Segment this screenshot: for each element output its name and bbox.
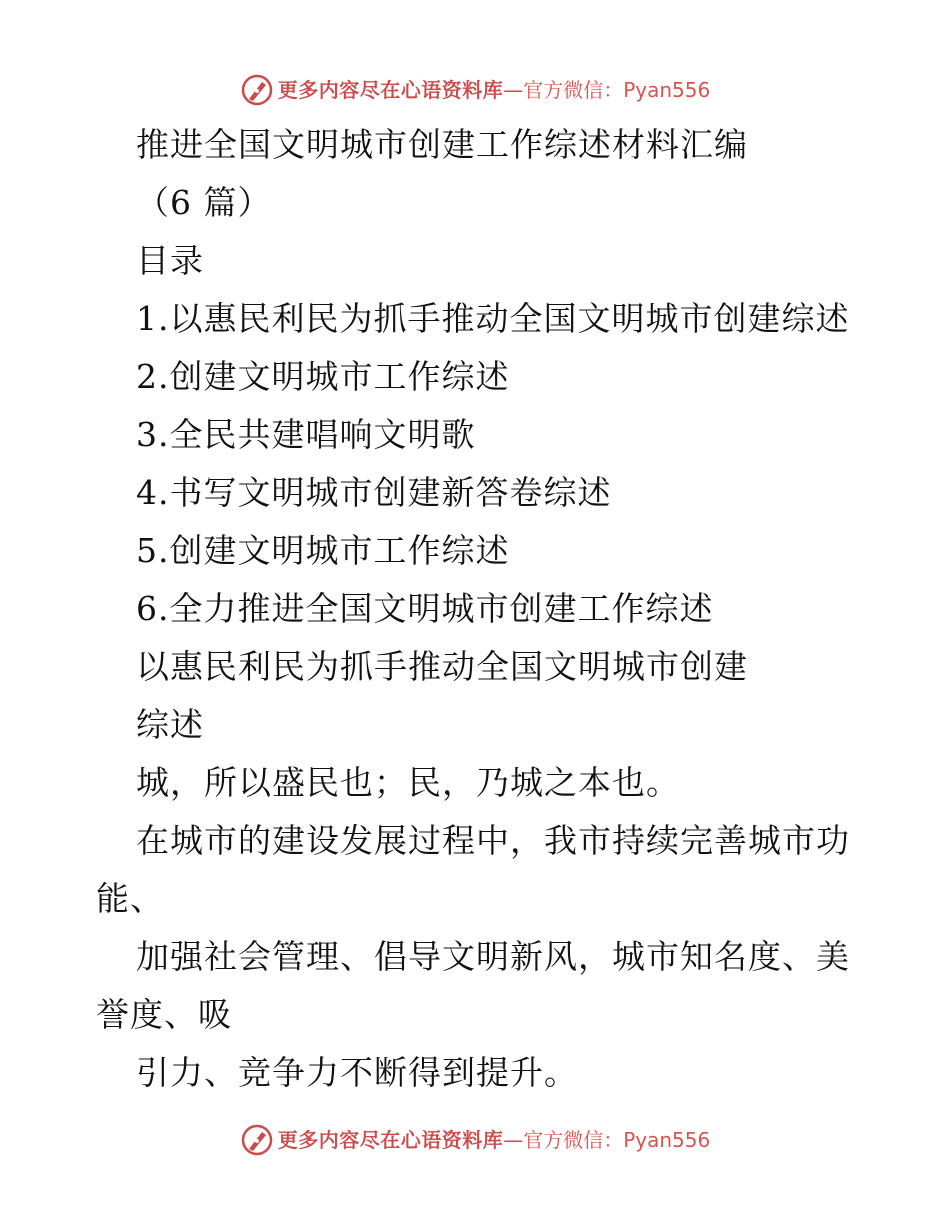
toc-heading: 目录: [136, 241, 204, 280]
document-body: [0, 116, 950, 1102]
header-watermark: [0, 70, 950, 110]
paragraph: 城，所以盛民也；民，乃城之本也。: [136, 763, 680, 802]
toc-item: 4.书写文明城市创建新答卷综述: [136, 473, 612, 512]
watermark-dash: —: [503, 1128, 524, 1152]
document-title: 推进全国文明城市创建工作综述材料汇编: [136, 125, 748, 164]
watermark-wechat: 官方微信：Pyan556: [523, 78, 711, 102]
toc-item: 2.创建文明城市工作综述: [136, 357, 510, 396]
paragraph: 加强社会管理、倡导文明新风，城市知名度、美: [136, 937, 850, 976]
watermark-text: 更多内容尽在心语资料库: [277, 78, 504, 102]
section-title-cont: 综述: [136, 705, 204, 744]
pen-logo-icon: [240, 1123, 274, 1157]
paragraph: 引力、竞争力不断得到提升。: [136, 1053, 578, 1092]
toc-item: 5.创建文明城市工作综述: [136, 531, 510, 570]
footer-watermark: [0, 1120, 950, 1160]
watermark-wechat: 官方微信：Pyan556: [523, 1128, 711, 1152]
section-title: 以惠民利民为抓手推动全国文明城市创建: [136, 647, 748, 686]
toc-item: 1.以惠民利民为抓手推动全国文明城市创建综述: [136, 299, 850, 338]
toc-item: 6.全力推进全国文明城市创建工作综述: [136, 589, 714, 628]
pen-logo-icon: [240, 73, 274, 107]
watermark-text: 更多内容尽在心语资料库: [277, 1128, 504, 1152]
paragraph: 在城市的建设发展过程中，我市持续完善城市功: [136, 821, 850, 860]
document-title-count: （6 篇）: [136, 183, 272, 222]
toc-item: 3.全民共建唱响文明歌: [136, 415, 476, 454]
paragraph-cont: 能、: [96, 879, 164, 918]
watermark-dash: —: [503, 78, 524, 102]
paragraph-cont: 誉度、吸: [96, 995, 232, 1034]
